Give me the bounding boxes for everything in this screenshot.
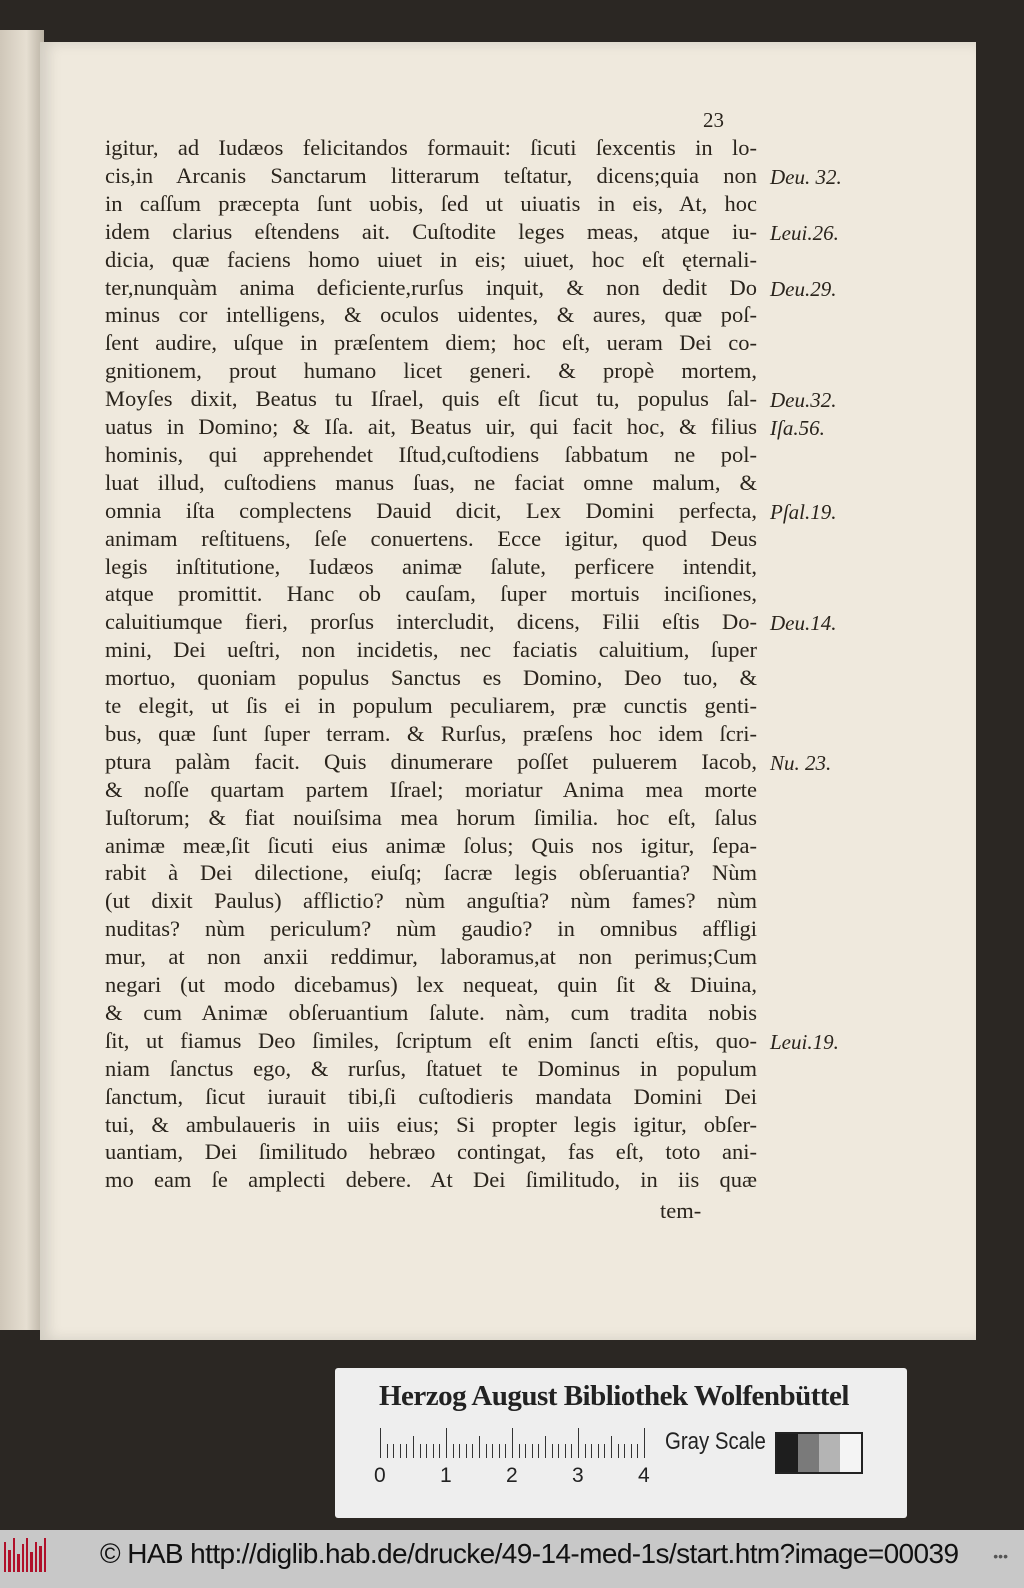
ruler-tick: [472, 1444, 473, 1458]
margin-reference: Deu. 32.: [770, 164, 842, 189]
ruler-tick: [439, 1444, 440, 1458]
logo-bar: [30, 1552, 32, 1572]
page-number: 23: [703, 108, 724, 132]
copyright-url[interactable]: © HAB http://diglib.hab.de/drucke/49-14-med-1s/start.htm?image=00039: [100, 1538, 959, 1569]
ruler-tick: [637, 1444, 638, 1458]
ruler-tick: [499, 1444, 500, 1458]
text-line: negari (ut modo dicebamus) lex nequeat, quin ſit & Diuina,: [105, 972, 757, 997]
ruler-tick: [486, 1444, 487, 1458]
logo-bar: [22, 1544, 24, 1572]
ruler-tick: [525, 1444, 526, 1458]
ruler-tick: [393, 1444, 394, 1458]
ruler-tick: [552, 1444, 553, 1458]
ruler-tick: [446, 1428, 447, 1458]
catchword: tem-: [660, 1198, 702, 1223]
ruler-tick: [387, 1444, 388, 1458]
ruler-tick: [624, 1444, 625, 1458]
ruler-tick: [505, 1444, 506, 1458]
ruler-scale: [380, 1428, 650, 1458]
margin-reference: Deu.14.: [770, 611, 837, 636]
logo-bar: [17, 1554, 19, 1572]
text-line: mur, at non anxii reddimur, laboramus,at non perimus;Cum: [105, 944, 757, 970]
margin-reference: Leui.26.: [770, 220, 839, 245]
text-line: idem clarius eſtendens ait. Cuſtodite leges meas, atque iu-: [105, 218, 757, 244]
margin-reference: Nu. 23.: [770, 750, 832, 775]
text-line: igitur, ad Iudæos felicitandos formauit: ſicuti ſexcentis in lo-: [105, 135, 757, 160]
text-line: animam reſtituens, ſeſe conuertens. Ecce igitur, quod Deus: [105, 525, 757, 551]
text-line: (ut dixit Paulus) afflictio? nùm anguſtia? nùm fames? nùm: [105, 888, 757, 914]
text-line: ſent audire, uſque in præſentem diem; hoc eſt, ueram Dei co-: [105, 330, 757, 356]
gray-swatch: [819, 1434, 840, 1472]
text-line: mini, Dei ueſtri, non incidetis, nec faciatis caluitium, ſuper: [105, 637, 757, 663]
gray-scale-label: Gray Scale: [665, 1428, 766, 1455]
text-line: gnitionem, prout humano licet generi. & propè mortem,: [105, 358, 757, 384]
text-line: in caſſum præcepta ſunt uobis, ſed ut uiuatis in eis, At, hoc: [105, 190, 757, 216]
text-line: tui, & ambulaueris in uiis eius; Si propter legis igitur, obſer-: [105, 1111, 757, 1137]
logo-bar: [44, 1538, 46, 1572]
library-name: Herzog August Bibliothek Wolfenbüttel: [379, 1380, 849, 1412]
text-line: Iuſtorum; & fiat nouiſsima mea horum ſimilia. hoc eſt, ſalus: [105, 804, 757, 830]
text-line: & cum Animæ obſeruantium ſalute. nàm, cum tradita nobis: [105, 999, 757, 1025]
text-line: cis,in Arcanis Sanctarum litterarum teſtatur, dicens;quia non: [105, 162, 757, 188]
footer-bar: [0, 1530, 1024, 1588]
gray-swatch: [840, 1434, 861, 1472]
previous-leaf-edge: [0, 30, 44, 1330]
ruler-tick: [413, 1436, 414, 1458]
ruler-tick: [420, 1444, 421, 1458]
ruler-number: 3: [572, 1464, 584, 1487]
margin-reference: Deu.32.: [770, 388, 837, 413]
ruler-tick: [466, 1444, 467, 1458]
ruler-tick: [426, 1444, 427, 1458]
ruler-number: 0: [374, 1464, 386, 1487]
text-line: hominis, qui apprehendet Iſtud,cuſtodiens ſabbatum ne pol-: [105, 441, 757, 467]
text-line: & noſſe quartam partem Iſrael; moriatur Anima mea morte: [105, 776, 757, 802]
text-line: caluitiumque fieri, prorſus intercludit, dicens, Filii eſtis Do-: [105, 609, 757, 635]
text-line: mo eam ſe amplecti debere. At Dei ſimilitudo, in iis quæ: [105, 1167, 757, 1193]
ruler-tick: [453, 1444, 454, 1458]
ruler-tick: [604, 1444, 605, 1458]
ruler-tick: [492, 1444, 493, 1458]
ruler-tick: [459, 1444, 460, 1458]
ruler-tick: [611, 1436, 612, 1458]
color-calibration-card: [335, 1368, 907, 1518]
ruler-tick: [532, 1444, 533, 1458]
text-line: ptura palàm facit. Quis dinumerare poſſet puluerem Iacob,: [105, 748, 757, 774]
text-line: ter,nunquàm anima deficiente,rurſus inquit, & non dedit Do: [105, 274, 757, 300]
ruler-tick: [479, 1436, 480, 1458]
logo-bar: [13, 1538, 15, 1572]
text-line: luat illud, cuſtodiens manus ſuas, ne faciat omne malum, &: [105, 469, 757, 495]
text-line: bus, quæ ſunt ſuper terram. & Rurſus, præſens hoc idem ſcri-: [105, 720, 757, 746]
text-line: atque promittit. Hanc ob cauſam, ſuper mortuis inciſiones,: [105, 581, 757, 607]
ruler-tick: [406, 1444, 407, 1458]
ruler-tick: [565, 1444, 566, 1458]
gray-scale-swatches: [775, 1432, 863, 1474]
margin-reference: Leui.19.: [770, 1029, 839, 1054]
margin-reference: Pſal.19.: [770, 499, 837, 524]
ruler-tick: [571, 1444, 572, 1458]
text-line: animæ meæ,ſit ſicuti eius animæ ſolus; Quis nos igitur, ſepa-: [105, 832, 757, 858]
ruler-tick: [380, 1428, 381, 1458]
text-line: Moyſes dixit, Beatus tu Iſrael, quis eſt ſicut tu, populus ſal-: [105, 386, 757, 412]
text-line: te elegit, ut ſis ei in populum peculiarem, præ cunctis genti-: [105, 693, 757, 718]
hab-logo-icon: [4, 1538, 46, 1572]
ruler-tick: [591, 1444, 592, 1458]
text-line: ſit, ut fiamus Deo ſimiles, ſcriptum eſt enim ſancti eſtis, quo-: [105, 1027, 757, 1053]
ruler-tick: [598, 1444, 599, 1458]
ruler-tick: [433, 1444, 434, 1458]
ruler-number: 4: [638, 1464, 650, 1487]
gray-swatch: [777, 1434, 798, 1472]
text-line: ſanctum, ſicut iurauit tibi,ſi cuſtodieris mandata Domini Dei: [105, 1083, 757, 1109]
text-line: mortuo, quoniam populus Sanctus es Domino, Deo tuo, &: [105, 665, 757, 691]
text-line: dicia, quæ faciens homo uiuet in eis; uiuet, hoc eſt ęternali-: [105, 246, 757, 272]
text-line: omnia iſta complectens Dauid dicit, Lex Domini perfecta,: [105, 497, 757, 523]
text-line: minus cor intelligens, & oculos uidentes, & aures, quæ poſ-: [105, 302, 757, 328]
ruler-number: 1: [440, 1464, 452, 1487]
ruler-tick: [644, 1428, 645, 1458]
ruler-tick: [400, 1444, 401, 1458]
text-line: uatus in Domino; & Iſa. ait, Beatus uir, qui facit hoc, & filius: [105, 414, 757, 439]
logo-bar: [39, 1546, 41, 1572]
logo-bar: [35, 1542, 37, 1572]
ruler-tick: [585, 1444, 586, 1458]
logo-bar: [8, 1550, 10, 1572]
text-line: nuditas? nùm periculum? nùm gaudio? in omnibus affligi: [105, 916, 757, 942]
logo-bar: [4, 1542, 6, 1572]
ruler-tick: [545, 1436, 546, 1458]
text-line: rabit à Dei dilectione, eiuſq; ſacræ legis obſeruantia? Nùm: [105, 860, 757, 886]
margin-reference: Deu.29.: [770, 276, 837, 301]
ruler-number: 2: [506, 1464, 518, 1487]
text-line: niam ſanctus ego, & rurſus, ſtatuet te Dominus in populum: [105, 1055, 757, 1081]
ruler-tick: [631, 1444, 632, 1458]
ruler-tick: [618, 1444, 619, 1458]
ruler-tick: [519, 1444, 520, 1458]
more-options-icon[interactable]: •••: [993, 1548, 1008, 1564]
ruler-tick: [558, 1444, 559, 1458]
text-line: uantiam, Dei ſimilitudo hebræo contingat, fas eſt, toto ani-: [105, 1139, 757, 1165]
logo-bar: [26, 1538, 28, 1572]
ruler-tick: [538, 1444, 539, 1458]
margin-reference: Iſa.56.: [770, 416, 825, 440]
ruler-tick: [512, 1428, 513, 1458]
gray-swatch: [798, 1434, 819, 1472]
text-line: legis inſtitutione, Iudæos animæ ſalute, perficere intendit,: [105, 553, 757, 579]
ruler-tick: [578, 1428, 579, 1458]
